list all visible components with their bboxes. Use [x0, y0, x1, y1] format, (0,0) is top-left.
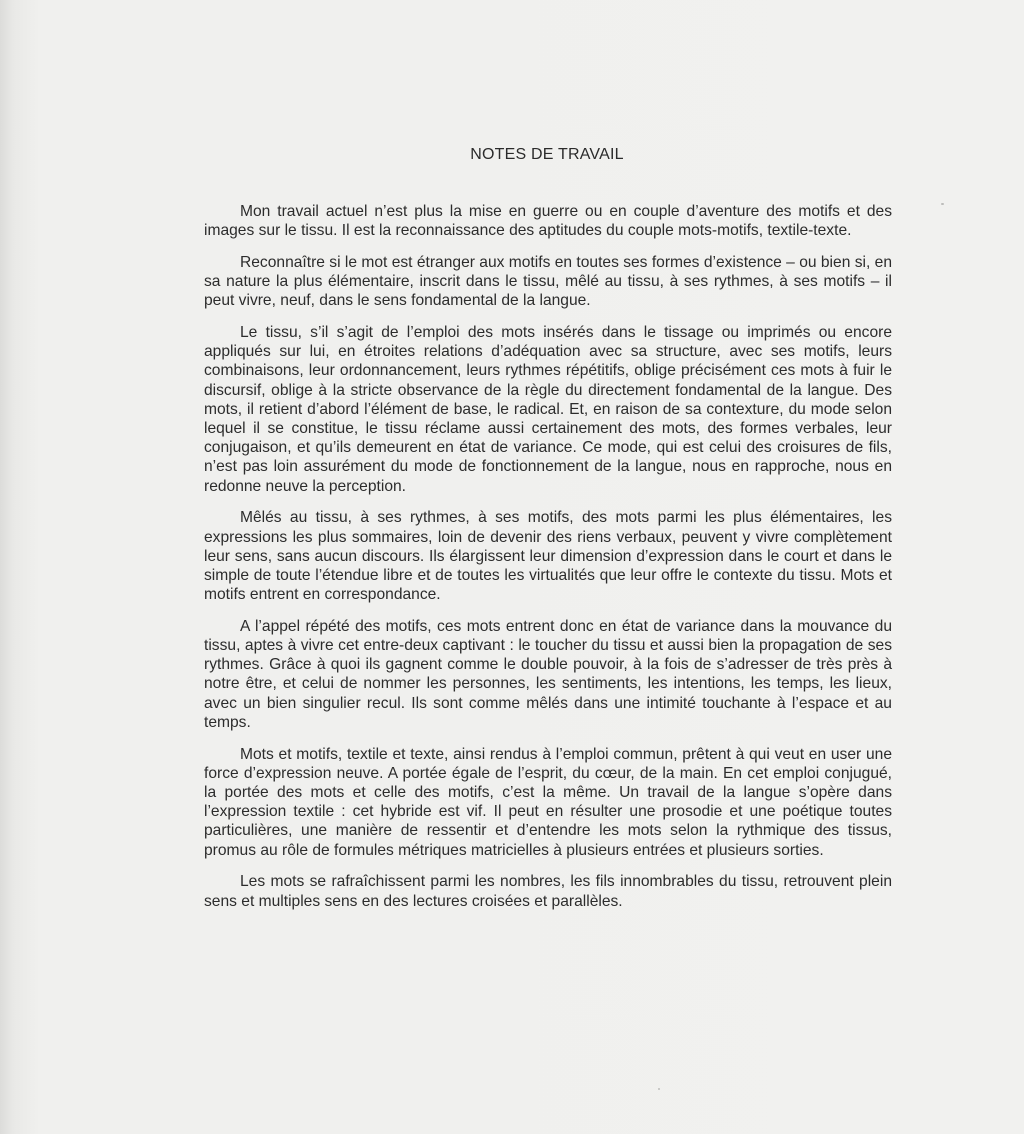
paragraph-7: Les mots se rafraîchissent parmi les nombres, les fils innombrables du tissu, retrouvent plein sens et multiples sens en des lectures croisées et parallèles.	[204, 873, 892, 910]
paragraph-3: Le tissu, s’il s’agit de l’emploi des mots insérés dans le tissage ou imprimés ou encore appliqués sur lui, en étroites relations d’adéquation avec sa structure, avec ses motifs, leurs combinaisons, leur ordonnancement, leurs rythmes répétitifs, oblige précisément ces mots à fuir le discursif, oblige à la stricte observance de la règle du directement fondamental de la langue. Des mots, il retient d’abord l’élément de base, le radical. Et, en raison de sa contexture, du mode selon lequel il se constitue, le tissu réclame aussi certainement des mots, des formes verbales, leur conjugaison, et qu’ils demeurent en état de variance. Ce mode, qui est celui des croisures de fils, n’est pas loin assurément du mode de fonctionnement de la langue, nous en rapproche, nous en redonne neuve la perception.	[204, 324, 892, 495]
paper-speck	[658, 1088, 660, 1090]
paragraph-6: Mots et motifs, textile et texte, ainsi rendus à l’emploi commun, prêtent à qui veut en user une force d’expression neuve. A portée égale de l’esprit, du cœur, de la main. En cet emploi conjugué, la portée des mots et celle des motifs, c’est la même. Un travail de la langue s’opère dans l’expression textile : cet hybride est vif. Il peut en résulter une prosodie et une poétique toutes particulières, une manière de ressentir et d’entendre les mots selon la rythmique des tissus, promus au rôle de formules métriques matricielles à plusieurs entrées et plusieurs sorties.	[204, 745, 892, 859]
paragraph-1: Mon travail actuel n’est plus la mise en guerre ou en couple d’aventure des motifs et des images sur le tissu. Il est la reconnaissance des aptitudes du couple mots-motifs, textile-texte.	[204, 203, 892, 240]
paragraph-4: Mêlés au tissu, à ses rythmes, à ses motifs, des mots parmi les plus élémentaires, les expressions les plus sommaires, loin de devenir des riens verbaux, peuvent y vivre complètement leur sens, sans aucun discours. Ils élargissent leur dimension d’expression dans le court et dans le simple de toute l’étendue libre et de toutes les virtualités que leur offre le contexte du tissu. Mots et motifs entrent en correspondance.	[204, 509, 892, 604]
body-text	[204, 202, 892, 923]
paragraph-2: Reconnaître si le mot est étranger aux motifs en toutes ses formes d’existence – ou bien si, en sa nature la plus élémentaire, inscrit dans le tissu, mêlé au tissu, à ses rythmes, à ses motifs – il peut vivre, neuf, dans le sens fondamental de la langue.	[204, 253, 892, 310]
paragraph-5: A l’appel répété des motifs, ces mots entrent donc en état de variance dans la mouvance du tissu, aptes à vivre cet entre-deux captivant : le toucher du tissu et aussi bien la propagation de ses rythmes. Grâce à quoi ils gagnent comme le double pouvoir, à la fois de s’adresser de très près à notre être, et celui de nommer les personnes, les sentiments, les intentions, les temps, les lieux, avec un bien singulier recul. Ils sont comme mêlés dans une intimité touchante à l’espace et au temps.	[204, 617, 892, 731]
paper-speck	[941, 203, 944, 205]
page-title: NOTES DE TRAVAIL	[470, 146, 624, 163]
